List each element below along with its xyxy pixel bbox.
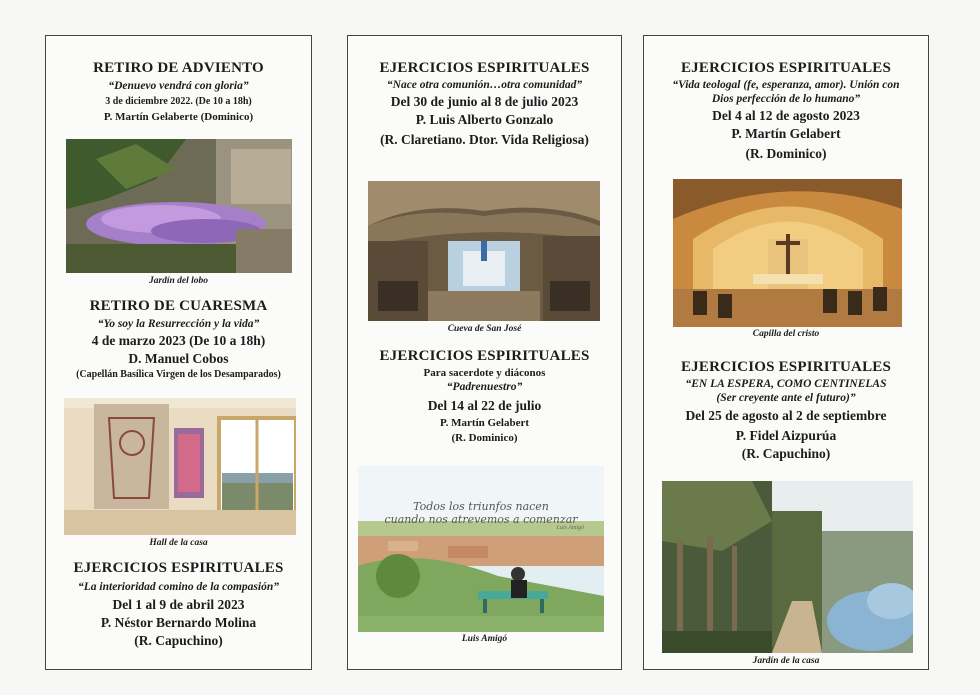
- panel-left: [45, 35, 312, 670]
- june-exercises-date: Del 30 de junio al 8 de julio 2023: [390, 94, 579, 109]
- april-exercises-leader-note: (R. Capuchino): [134, 633, 223, 648]
- house-garden-caption: Jardín de la casa: [752, 656, 820, 666]
- lent-retreat-leader: D. Manuel Cobos: [128, 351, 229, 366]
- april-exercises-date: Del 1 al 9 de abril 2023: [112, 597, 245, 612]
- june-exercises-title: EJERCICIOS ESPIRITUALES: [379, 60, 590, 76]
- panel-center: [347, 35, 622, 670]
- september-exercises-leader: P. Fidel Aizpurúa: [735, 428, 837, 443]
- august-exercises-title: EJERCICIOS ESPIRITUALES: [680, 60, 892, 76]
- christ-chapel-photo: [673, 179, 902, 327]
- advent-retreat-leader: P. Martín Gelaberte (Dominico): [103, 111, 254, 123]
- june-exercises-leader-note: (R. Claretiano. Dtor. Vida Religiosa): [380, 132, 589, 147]
- august-exercises-leader: P. Martín Gelabert: [731, 126, 841, 141]
- lent-retreat-motto: “Yo soy la Resurrección y la vida”: [97, 318, 260, 330]
- lent-retreat-leader-note: (Capellán Basílica Virgen de los Desamparados): [76, 369, 281, 380]
- april-exercises-leader: P. Néstor Bernardo Molina: [100, 615, 257, 630]
- july-exercises-title: EJERCICIOS ESPIRITUALES: [379, 348, 590, 364]
- christ-chapel-caption: Capilla del cristo: [752, 329, 820, 339]
- july-exercises-motto: “Padrenuestro”: [446, 381, 523, 393]
- september-exercises-motto-line1: [644, 378, 928, 391]
- june-exercises-motto: “Nace otra comunión…otra comunidad”: [386, 79, 583, 91]
- september-exercises-date: Del 25 de agosto al 2 de septiembre: [685, 408, 887, 423]
- advent-retreat-motto: “Denuevo vendrá con gloria”: [108, 80, 249, 92]
- panel-right: [643, 35, 929, 670]
- august-exercises-motto-line2: Dios perfección de lo humano”: [711, 93, 861, 105]
- april-exercises-title: EJERCICIOS ESPIRITUALES: [73, 560, 284, 576]
- advent-retreat-title: RETIRO DE ADVIENTO: [93, 60, 264, 76]
- house-garden-photo: [662, 481, 913, 653]
- august-exercises-date: Del 4 al 12 de agosto 2023: [712, 108, 860, 123]
- lent-retreat-date: 4 de marzo 2023 (De 10 a 18h): [91, 333, 266, 348]
- july-exercises-leader: P. Martín Gelabert: [439, 417, 530, 429]
- september-exercises-leader-note: (R. Capuchino): [741, 446, 831, 461]
- july-exercises-audience: Para sacerdote y diáconos: [423, 367, 546, 379]
- august-exercises-motto-line1: “Vida teologal (fe, esperanza, amor). Unión con: [672, 79, 900, 91]
- july-exercises-leader-note: (R. Dominico): [451, 432, 518, 444]
- august-exercises-leader-note: (R. Dominico): [745, 146, 827, 161]
- july-exercises-date: Del 14 al 22 de julio: [427, 398, 542, 413]
- garden-wolf-photo: [66, 139, 292, 273]
- september-exercises-title: EJERCICIOS ESPIRITUALES: [680, 359, 892, 375]
- lent-retreat-title: RETIRO DE CUARESMA: [89, 298, 268, 314]
- garden-wolf-caption: Jardín del lobo: [148, 276, 209, 286]
- saint-joseph-cave-caption: Cueva de San José: [447, 324, 522, 334]
- luis-amigo-quote-line1: Todos los triunfos nacen: [413, 500, 549, 513]
- september-exercises-motto-rest: LA ESPERA, COMO CENTINELAS: [710, 378, 887, 390]
- june-exercises-leader: P. Luis Alberto Gonzalo: [415, 112, 554, 127]
- september-exercises-motto-line2: (Ser creyente ante el futuro)”: [716, 392, 856, 404]
- house-hall-photo: [64, 398, 296, 535]
- luis-amigo-quote-author: Luis Amigó: [556, 525, 584, 531]
- luis-amigo-illustration: [358, 466, 604, 632]
- advent-retreat-date: 3 de diciembre 2022. (De 10 a 18h): [105, 96, 252, 107]
- luis-amigo-caption: Luis Amigó: [461, 634, 508, 644]
- saint-joseph-cave-photo: [368, 181, 600, 321]
- april-exercises-motto: “La interioridad comino de la compasión”: [78, 581, 279, 593]
- september-exercises-motto-prefix: “EN: [685, 378, 711, 390]
- house-hall-caption: Hall de la casa: [149, 538, 208, 548]
- luis-amigo-quote-line2: cuando nos atrevemos a comenzar: [384, 513, 578, 526]
